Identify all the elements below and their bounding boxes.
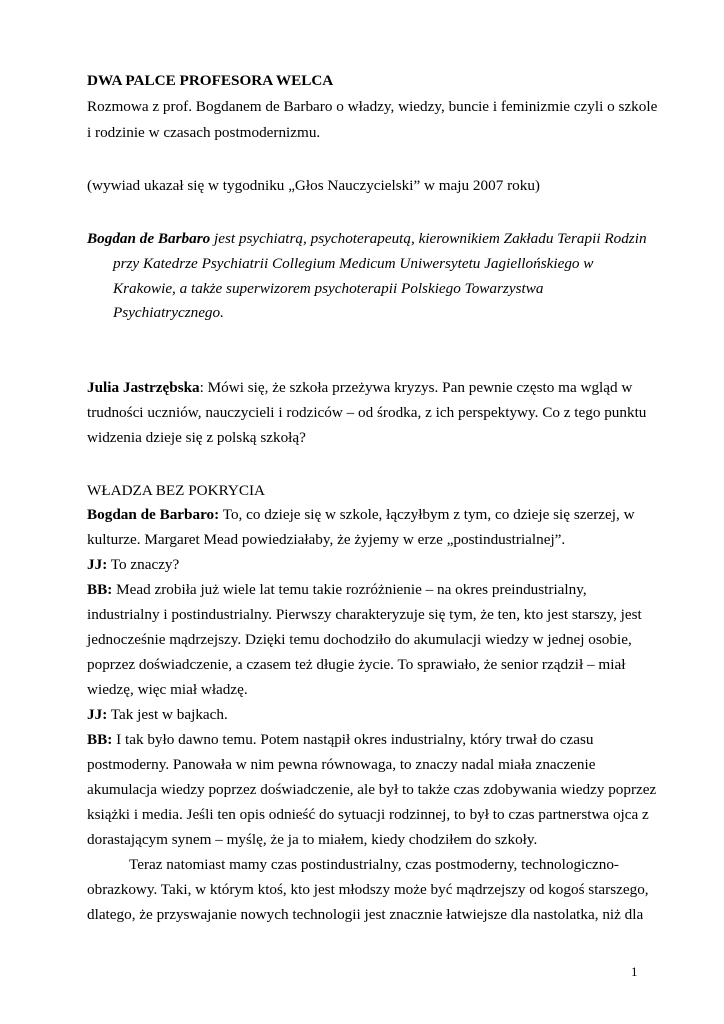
bb-2-line-5: dorastającym synem – myślę, że ja to miałem, kiedy chodziłem do szkoły. [87, 831, 538, 848]
section-heading: WŁADZA BEZ POKRYCIA [87, 482, 266, 499]
bb-2-line-1 [87, 731, 593, 749]
bb-1-line-5: wiedzę, więc miał władzę. [87, 681, 248, 698]
bb-1-line-1 [87, 581, 587, 599]
bb-2-line-2: postmoderny. Panowała w nim pewna równowaga, to znaczy nadal miała znaczenie [87, 756, 596, 773]
bio-name: Bogdan de Barbaro [87, 230, 211, 247]
bio-line-3: Krakowie, a także superwizorem psychoterapii Polskiego Towarzystwa [113, 280, 544, 297]
bb-1-line-3: jednocześnie mądrzejszy. Dzięki temu dochodziło do akumulacji wiedzy w jednej osobie, [87, 631, 632, 648]
bb-2-text-1: I tak było dawno temu. Potem nastąpił okres industrialny, który trwał do czasu [112, 731, 594, 748]
answer-1-line-2: kulturze. Margaret Mead powiedziałaby, że żyjemy w erze „postindustrialnej”. [87, 531, 566, 548]
bb-1-line-2: industrialny i postindustrialny. Pierwszy charakteryzuje się tym, że ten, kto jest starszy, jest [87, 606, 642, 623]
bio-line-1 [87, 230, 647, 248]
bb-2-line-4: książki i media. Jeśli ten opis odnieść do sytuacji rodzinnej, to był to czas partnerstwa ojca z [87, 806, 649, 823]
speaker-julia: Julia Jastrzębska [87, 379, 200, 396]
subtitle-line-2: i rodzinie w czasach postmodernizmu. [87, 124, 321, 141]
question-1-line-2: trudności uczniów, nauczycieli i rodziców – od środka, z ich perspektywy. Co z tego punktu [87, 404, 647, 421]
speaker-jj: JJ: [87, 706, 108, 723]
bio-text-1: jest psychiatrą, psychoterapeutą, kierownikiem Zakładu Terapii Rodzin [214, 230, 647, 247]
bb-1-line-4: poprzez doświadczenie, a czasem też długie życie. To sprawiało, że senior rządził – miał [87, 656, 626, 673]
question-1-line-3: widzenia dzieje się z polską szkołą? [87, 429, 306, 446]
document-title: DWA PALCE PROFESORA WELCA [87, 72, 334, 89]
answer-1-text-1: To, co dzieje się w szkole, łączyłbym z tym, co dzieje się szerzej, w [219, 506, 635, 523]
jj-text-1: To znaczy? [107, 556, 180, 573]
final-paragraph-line-1: Teraz natomiast mamy czas postindustrialny, czas postmoderny, technologiczno- [129, 856, 619, 873]
final-paragraph-line-2: obrazkowy. Taki, w którym ktoś, kto jest młodszy może być mądrzejszy od kogoś starszego, [87, 881, 649, 898]
speaker-jj: JJ: [87, 556, 108, 573]
source-note: (wywiad ukazał się w tygodniku „Głos Nauczycielski” w maju 2007 roku) [87, 177, 540, 194]
question-1-text-1: : Mówi się, że szkoła przeżywa kryzys. Pan pewnie często ma wgląd w [199, 379, 633, 396]
bio-line-2: przy Katedrze Psychiatrii Collegium Medicum Uniwersytetu Jagiellońskiego w [113, 255, 594, 272]
speaker-bb: BB: [87, 581, 113, 598]
question-1-line-1 [87, 379, 632, 397]
jj-line-2 [87, 706, 228, 724]
speaker-bb: BB: [87, 731, 113, 748]
jj-line-1 [87, 556, 179, 574]
bb-1-text-1: Mead zrobiła już wiele lat temu takie rozróżnienie – na okres preindustrialny, [112, 581, 587, 598]
speaker-bogdan: Bogdan de Barbaro: [87, 506, 220, 523]
bio-line-4: Psychiatrycznego. [113, 304, 224, 321]
answer-1-line-1 [87, 506, 635, 524]
subtitle-line-1: Rozmowa z prof. Bogdanem de Barbaro o władzy, wiedzy, buncie i feminizmie czyli o szkole [87, 98, 658, 115]
bb-2-line-3: akumulacja wiedzy poprzez doświadczenie, ale był to także czas zdobywania wiedzy poprzez [87, 781, 657, 798]
final-paragraph-line-3: dlatego, że przyswajanie nowych technologii jest znacznie łatwiejsze dla nastolatka, niż dla [87, 906, 644, 923]
jj-text-2: Tak jest w bajkach. [107, 706, 228, 723]
page-number: 1 [631, 964, 638, 979]
